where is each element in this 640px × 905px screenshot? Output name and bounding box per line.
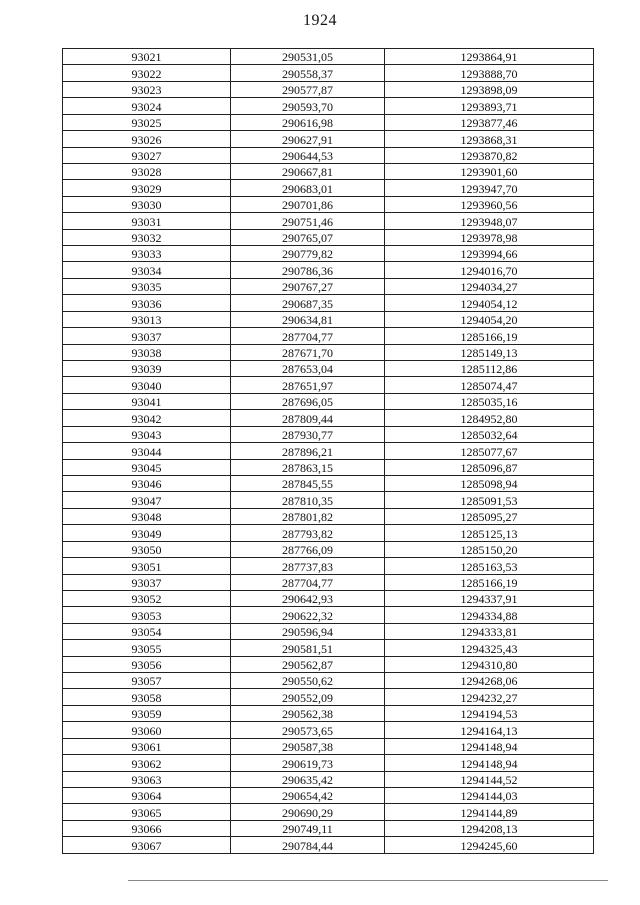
table-row <box>63 295 594 311</box>
x-coordinate-cell: 287809,44 <box>231 410 385 426</box>
point-number-cell: 93037 <box>63 328 231 344</box>
y-coordinate-cell: 1294144,52 <box>385 771 594 787</box>
table-row <box>63 820 594 836</box>
x-coordinate-cell: 290622,32 <box>231 607 385 623</box>
table-row <box>63 689 594 705</box>
table-row <box>63 459 594 475</box>
point-number-cell: 93053 <box>63 607 231 623</box>
y-coordinate-cell: 1294016,70 <box>385 262 594 278</box>
x-coordinate-cell: 287801,82 <box>231 508 385 524</box>
point-number-cell: 93049 <box>63 525 231 541</box>
x-coordinate-cell: 290573,65 <box>231 722 385 738</box>
x-coordinate-cell: 287930,77 <box>231 426 385 442</box>
x-coordinate-cell: 290779,82 <box>231 246 385 262</box>
x-coordinate-cell: 287863,15 <box>231 459 385 475</box>
point-number-cell: 93031 <box>63 213 231 229</box>
x-coordinate-cell: 290593,70 <box>231 98 385 114</box>
y-coordinate-cell: 1285035,16 <box>385 393 594 409</box>
point-number-cell: 93013 <box>63 311 231 327</box>
table-row <box>63 131 594 147</box>
y-coordinate-cell: 1285163,53 <box>385 558 594 574</box>
x-coordinate-cell: 287737,83 <box>231 558 385 574</box>
table-row <box>63 311 594 327</box>
table-row <box>63 574 594 590</box>
y-coordinate-cell: 1293898,09 <box>385 81 594 97</box>
y-coordinate-cell: 1293994,66 <box>385 246 594 262</box>
x-coordinate-cell: 290683,01 <box>231 180 385 196</box>
point-number-cell: 93055 <box>63 640 231 656</box>
y-coordinate-cell: 1294310,80 <box>385 656 594 672</box>
point-number-cell: 93046 <box>63 475 231 491</box>
y-coordinate-cell: 1294034,27 <box>385 278 594 294</box>
x-coordinate-cell: 290531,05 <box>231 49 385 65</box>
y-coordinate-cell: 1285112,86 <box>385 361 594 377</box>
x-coordinate-cell: 290667,81 <box>231 163 385 179</box>
point-number-cell: 93036 <box>63 295 231 311</box>
table-row <box>63 229 594 245</box>
point-number-cell: 93062 <box>63 755 231 771</box>
point-number-cell: 93048 <box>63 508 231 524</box>
y-coordinate-cell: 1294245,60 <box>385 837 594 853</box>
x-coordinate-cell: 290687,35 <box>231 295 385 311</box>
y-coordinate-cell: 1293864,91 <box>385 49 594 65</box>
table-row <box>63 65 594 81</box>
x-coordinate-cell: 290751,46 <box>231 213 385 229</box>
x-coordinate-cell: 287704,77 <box>231 328 385 344</box>
y-coordinate-cell: 1294148,94 <box>385 755 594 771</box>
table-row <box>63 344 594 360</box>
y-coordinate-cell: 1293870,82 <box>385 147 594 163</box>
y-coordinate-cell: 1285077,67 <box>385 443 594 459</box>
table-row <box>63 98 594 114</box>
point-number-cell: 93026 <box>63 131 231 147</box>
point-number-cell: 93063 <box>63 771 231 787</box>
table-row <box>63 81 594 97</box>
page-number: 1924 <box>303 12 337 29</box>
table-row <box>63 525 594 541</box>
x-coordinate-cell: 290654,42 <box>231 787 385 803</box>
coordinates-table <box>62 48 594 854</box>
point-number-cell: 93038 <box>63 344 231 360</box>
table-row <box>63 492 594 508</box>
y-coordinate-cell: 1294144,03 <box>385 787 594 803</box>
table-row <box>63 558 594 574</box>
table-row <box>63 475 594 491</box>
x-coordinate-cell: 290767,27 <box>231 278 385 294</box>
x-coordinate-cell: 290642,93 <box>231 590 385 606</box>
x-coordinate-cell: 290587,38 <box>231 738 385 754</box>
x-coordinate-cell: 287810,35 <box>231 492 385 508</box>
table-row <box>63 393 594 409</box>
x-coordinate-cell: 290552,09 <box>231 689 385 705</box>
x-coordinate-cell: 287793,82 <box>231 525 385 541</box>
y-coordinate-cell: 1285096,87 <box>385 459 594 475</box>
point-number-cell: 93067 <box>63 837 231 853</box>
x-coordinate-cell: 290634,81 <box>231 311 385 327</box>
table-row <box>63 738 594 754</box>
table-row <box>63 755 594 771</box>
y-coordinate-cell: 1293948,07 <box>385 213 594 229</box>
y-coordinate-cell: 1294337,91 <box>385 590 594 606</box>
y-coordinate-cell: 1285091,53 <box>385 492 594 508</box>
point-number-cell: 93034 <box>63 262 231 278</box>
point-number-cell: 93041 <box>63 393 231 409</box>
y-coordinate-cell: 1293893,71 <box>385 98 594 114</box>
x-coordinate-cell: 290635,42 <box>231 771 385 787</box>
y-coordinate-cell: 1294054,20 <box>385 311 594 327</box>
x-coordinate-cell: 290749,11 <box>231 820 385 836</box>
table-row <box>63 180 594 196</box>
coordinates-table-body <box>63 49 594 854</box>
table-row <box>63 246 594 262</box>
point-number-cell: 93051 <box>63 558 231 574</box>
table-row <box>63 787 594 803</box>
table-row <box>63 623 594 639</box>
point-number-cell: 93061 <box>63 738 231 754</box>
y-coordinate-cell: 1294144,89 <box>385 804 594 820</box>
y-coordinate-cell: 1294054,12 <box>385 295 594 311</box>
y-coordinate-cell: 1293978,98 <box>385 229 594 245</box>
y-coordinate-cell: 1293877,46 <box>385 114 594 130</box>
x-coordinate-cell: 290616,98 <box>231 114 385 130</box>
x-coordinate-cell: 290581,51 <box>231 640 385 656</box>
y-coordinate-cell: 1293888,70 <box>385 65 594 81</box>
y-coordinate-cell: 1285166,19 <box>385 574 594 590</box>
y-coordinate-cell: 1285032,64 <box>385 426 594 442</box>
table-row <box>63 426 594 442</box>
table-row <box>63 508 594 524</box>
x-coordinate-cell: 290690,29 <box>231 804 385 820</box>
table-row <box>63 722 594 738</box>
y-coordinate-cell: 1294164,13 <box>385 722 594 738</box>
y-coordinate-cell: 1284952,80 <box>385 410 594 426</box>
x-coordinate-cell: 287845,55 <box>231 475 385 491</box>
point-number-cell: 93045 <box>63 459 231 475</box>
point-number-cell: 93040 <box>63 377 231 393</box>
x-coordinate-cell: 290619,73 <box>231 755 385 771</box>
point-number-cell: 93029 <box>63 180 231 196</box>
point-number-cell: 93037 <box>63 574 231 590</box>
x-coordinate-cell: 290765,07 <box>231 229 385 245</box>
y-coordinate-cell: 1293868,31 <box>385 131 594 147</box>
x-coordinate-cell: 290596,94 <box>231 623 385 639</box>
table-row <box>63 163 594 179</box>
point-number-cell: 93022 <box>63 65 231 81</box>
x-coordinate-cell: 287651,97 <box>231 377 385 393</box>
y-coordinate-cell: 1294268,06 <box>385 673 594 689</box>
point-number-cell: 93052 <box>63 590 231 606</box>
table-row <box>63 541 594 557</box>
point-number-cell: 93043 <box>63 426 231 442</box>
y-coordinate-cell: 1294325,43 <box>385 640 594 656</box>
point-number-cell: 93035 <box>63 278 231 294</box>
point-number-cell: 93065 <box>63 804 231 820</box>
x-coordinate-cell: 290786,36 <box>231 262 385 278</box>
x-coordinate-cell: 287704,77 <box>231 574 385 590</box>
y-coordinate-cell: 1293960,56 <box>385 196 594 212</box>
point-number-cell: 93042 <box>63 410 231 426</box>
table-row <box>63 673 594 689</box>
y-coordinate-cell: 1294148,94 <box>385 738 594 754</box>
x-coordinate-cell: 290784,44 <box>231 837 385 853</box>
y-coordinate-cell: 1293947,70 <box>385 180 594 196</box>
y-coordinate-cell: 1294232,27 <box>385 689 594 705</box>
y-coordinate-cell: 1285166,19 <box>385 328 594 344</box>
point-number-cell: 93066 <box>63 820 231 836</box>
x-coordinate-cell: 290550,62 <box>231 673 385 689</box>
point-number-cell: 93024 <box>63 98 231 114</box>
point-number-cell: 93021 <box>63 49 231 65</box>
table-row <box>63 705 594 721</box>
table-row <box>63 196 594 212</box>
x-coordinate-cell: 287696,05 <box>231 393 385 409</box>
table-row <box>63 804 594 820</box>
table-row <box>63 656 594 672</box>
table-row <box>63 147 594 163</box>
point-number-cell: 93032 <box>63 229 231 245</box>
table-row <box>63 443 594 459</box>
table-row <box>63 262 594 278</box>
point-number-cell: 93025 <box>63 114 231 130</box>
table-row <box>63 49 594 65</box>
x-coordinate-cell: 290562,38 <box>231 705 385 721</box>
y-coordinate-cell: 1285149,13 <box>385 344 594 360</box>
x-coordinate-cell: 287896,21 <box>231 443 385 459</box>
table-row <box>63 410 594 426</box>
y-coordinate-cell: 1294194,53 <box>385 705 594 721</box>
point-number-cell: 93058 <box>63 689 231 705</box>
y-coordinate-cell: 1293901,60 <box>385 163 594 179</box>
x-coordinate-cell: 287653,04 <box>231 361 385 377</box>
x-coordinate-cell: 290562,87 <box>231 656 385 672</box>
table-row <box>63 361 594 377</box>
point-number-cell: 93057 <box>63 673 231 689</box>
x-coordinate-cell: 290644,53 <box>231 147 385 163</box>
point-number-cell: 93050 <box>63 541 231 557</box>
x-coordinate-cell: 290627,91 <box>231 131 385 147</box>
point-number-cell: 93054 <box>63 623 231 639</box>
x-coordinate-cell: 287671,70 <box>231 344 385 360</box>
table-row <box>63 771 594 787</box>
table-row <box>63 213 594 229</box>
point-number-cell: 93039 <box>63 361 231 377</box>
table-row <box>63 837 594 853</box>
footer-divider <box>128 880 608 881</box>
y-coordinate-cell: 1285074,47 <box>385 377 594 393</box>
point-number-cell: 93023 <box>63 81 231 97</box>
table-row <box>63 640 594 656</box>
point-number-cell: 93027 <box>63 147 231 163</box>
table-row <box>63 377 594 393</box>
x-coordinate-cell: 290558,37 <box>231 65 385 81</box>
x-coordinate-cell: 287766,09 <box>231 541 385 557</box>
point-number-cell: 93047 <box>63 492 231 508</box>
y-coordinate-cell: 1294333,81 <box>385 623 594 639</box>
table-row <box>63 114 594 130</box>
point-number-cell: 93033 <box>63 246 231 262</box>
y-coordinate-cell: 1285098,94 <box>385 475 594 491</box>
y-coordinate-cell: 1285095,27 <box>385 508 594 524</box>
point-number-cell: 93028 <box>63 163 231 179</box>
point-number-cell: 93044 <box>63 443 231 459</box>
table-row <box>63 328 594 344</box>
y-coordinate-cell: 1285150,20 <box>385 541 594 557</box>
point-number-cell: 93059 <box>63 705 231 721</box>
point-number-cell: 93030 <box>63 196 231 212</box>
y-coordinate-cell: 1294208,13 <box>385 820 594 836</box>
y-coordinate-cell: 1285125,13 <box>385 525 594 541</box>
table-row <box>63 590 594 606</box>
y-coordinate-cell: 1294334,88 <box>385 607 594 623</box>
point-number-cell: 93064 <box>63 787 231 803</box>
table-row <box>63 278 594 294</box>
x-coordinate-cell: 290577,87 <box>231 81 385 97</box>
point-number-cell: 93060 <box>63 722 231 738</box>
table-row <box>63 607 594 623</box>
x-coordinate-cell: 290701,86 <box>231 196 385 212</box>
point-number-cell: 93056 <box>63 656 231 672</box>
